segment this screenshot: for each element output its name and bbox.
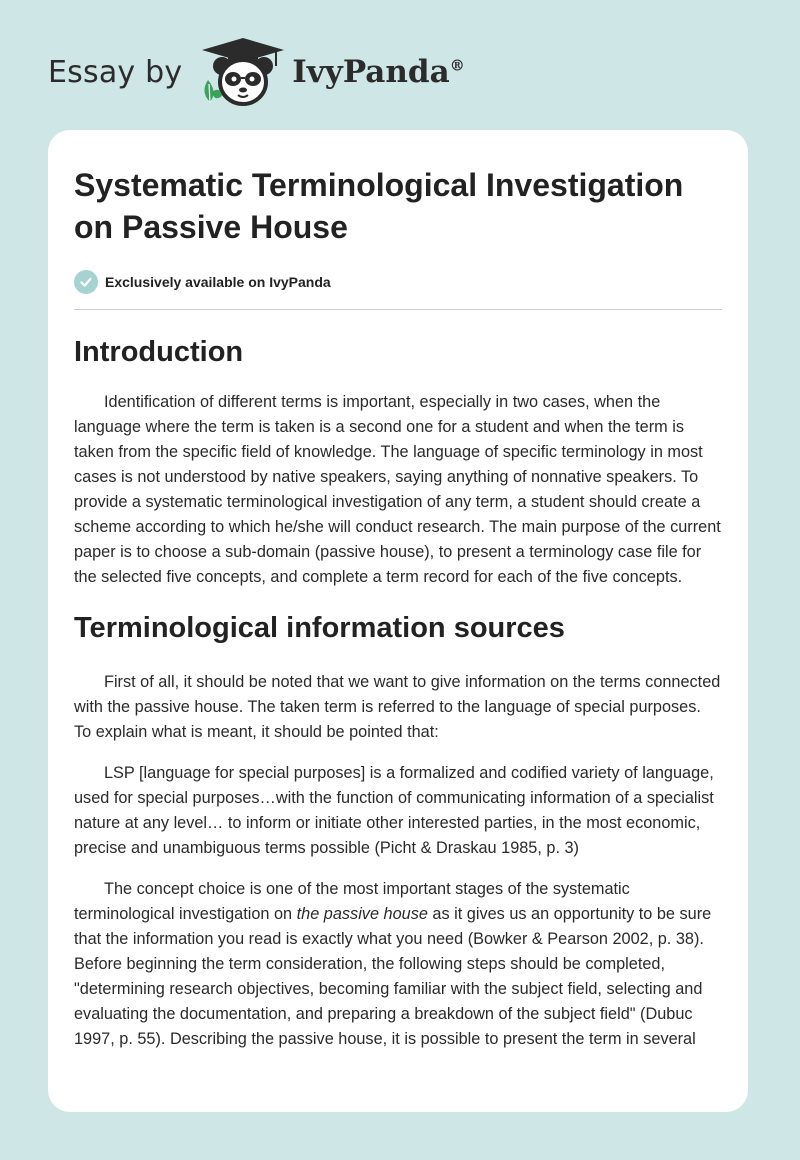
essay-title: Systematic Terminological Investigation on Passive House (74, 167, 684, 245)
panda-graduate-icon (198, 36, 288, 108)
exclusive-label: Exclusively available on IvyPanda (105, 274, 331, 290)
divider (74, 309, 722, 310)
exclusive-badge (74, 270, 722, 294)
check-circle-icon (74, 270, 98, 294)
section-heading-sources: Terminological information sources (74, 612, 565, 644)
brand-header[interactable] (48, 36, 465, 108)
paragraph: Identification of different terms is important, especially in two cases, when the language where the term is taken is a second one for a student and when the term is taken from the specific field of knowledge. The language of specific terminology in most cases is not understood by native speakers, saying anything of nonnative speakers. To provide a systematic terminological investigation of any term, a student should create a scheme according to which he/she will conduct research. The main purpose of the current paper is to choose a sub-domain (passive house), to present a terminology case file for the selected five concepts, and complete a term record for each of the five concepts. (74, 393, 721, 586)
brand-name: IvyPanda® (292, 54, 465, 90)
paragraph: First of all, it should be noted that we want to give information on the terms connected with the passive house. The taken term is referred to the language of special purposes. To explain what is meant, it should be pointed that: (74, 673, 721, 741)
essay-card (48, 130, 748, 1112)
brand-prefix: Essay by (48, 54, 183, 90)
registered-mark: ® (449, 56, 465, 75)
paragraph: The concept choice is one of the most important stages of the systematic terminological investigation on the passive house as it gives us an opportunity to be sure that the information you read is exactly what you need (Bowker & Pearson 2002, p. 38). Before beginning the term consideration, the following steps should be completed, "determining research objectives, becoming familiar with the subject field, selecting and evaluating the documentation, and preparing a breakdown of the subject field" (Dubuc 1997, p. 55). Describing the passive house, it is possible to present the term in several (74, 880, 712, 1048)
italic-term: the passive house (296, 905, 428, 923)
quote-paragraph: LSP [language for special purposes] is a formalized and codified variety of language, used for special purposes…with the function of communicating information of a specialist nature at any level… to inform or initiate other interested parties, in the most economic, precise and unambiguous terms possible (Picht & Draskau 1985, p. 3) (74, 764, 714, 857)
section-heading-introduction: Introduction (74, 336, 244, 368)
